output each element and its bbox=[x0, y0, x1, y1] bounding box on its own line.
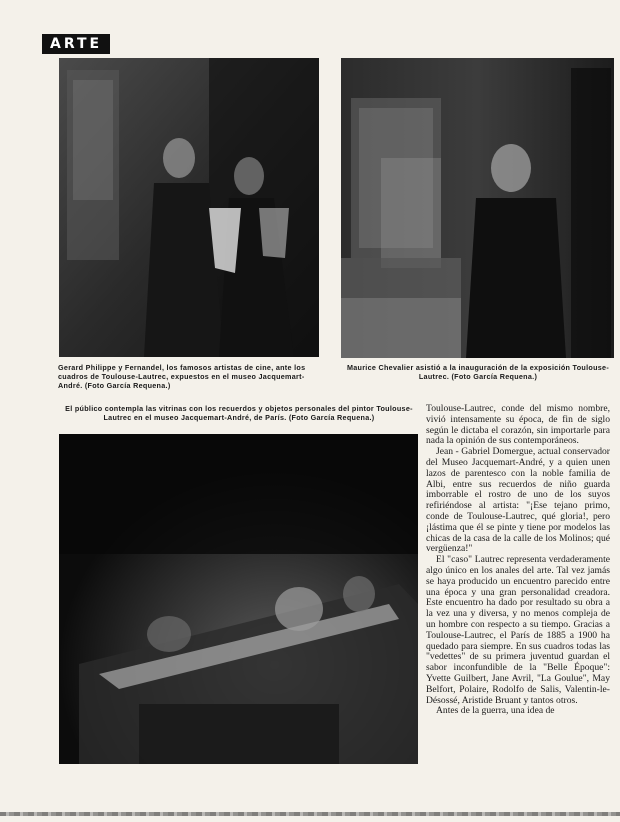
photo-vitrines-image bbox=[59, 434, 418, 764]
caption-vitrines: El público contempla las vitrinas con los recuerdos y objetos personales del pintor Toulouse-Lautrec en el museo Jacquemart-André, de París. (Foto García Requena.) bbox=[65, 404, 413, 422]
article-paragraph: Antes de la guerra, una idea de bbox=[436, 705, 555, 717]
photo-actors-image bbox=[59, 58, 319, 357]
photo-actors-at-museum bbox=[59, 58, 319, 357]
section-label: ARTE bbox=[42, 34, 110, 54]
article-body bbox=[426, 404, 610, 717]
caption-chevalier: Maurice Chevalier asistió a la inauguración de la exposición Toulouse-Lautrec. (Foto García Requena.) bbox=[346, 363, 610, 381]
caption-actors: Gerard Philippe y Fernandel, los famosos artistas de cine, ante los cuadros de Toulouse-Lautrec, expuestos en el museo Jacquemart-André. (Foto García Requena.) bbox=[58, 363, 306, 390]
photo-chevalier-at-exhibition bbox=[341, 58, 614, 358]
article-paragraph: El "caso" Lautrec representa verdaderamente algo único en los anales del arte. Tal vez jamás se haya producido un encuentro parecido entre una época y una gran personalidad creadora. Este encuentro ha dado por resultado su obra a la vez una y diversa, y no menos compleja de un hombre con respecto a su tiempo. Gracias a Toulouse-Lautrec, el París de 1885 a 1900 ha quedado para siempre. En sus cuadros todas las "vedettes" de su primera juventud guardan el sabor inconfundible de la "Belle Époque": Yvette Guilbert, Jane Avril, "La Goulue", May Belfort, Polaire, Rodolfo de Salis, Valentin-le-Désossé, Aristide Bruant y tantos otros. bbox=[426, 554, 610, 706]
article-paragraph: Jean - Gabriel Domergue, actual conservador del Museo Jacquemart-André, y a quien unen lazos de parentesco con la noble familia de Albi, entre sus recuerdos de niño guarda imborrable el rostro de uno de los suyos refiriéndose al artista: "¡Ese tejano primo, conde de Toulouse-Lautrec, qué gloria!, pero ¡lástima que él se pinte y tiene por modelos las chicas de la casa de la calle de los Molinos; qué vergüenza!" bbox=[426, 446, 610, 555]
bottom-rule bbox=[0, 812, 620, 816]
photo-public-at-vitrines bbox=[59, 434, 418, 764]
article-paragraph: Toulouse-Lautrec, conde del mismo nombre, vivió intensamente su época, de fin de siglo según le dictaba el corazón, sin importarle para nada la opinión de sus contemporáneos. bbox=[426, 403, 610, 447]
photo-chevalier-image bbox=[341, 58, 614, 358]
